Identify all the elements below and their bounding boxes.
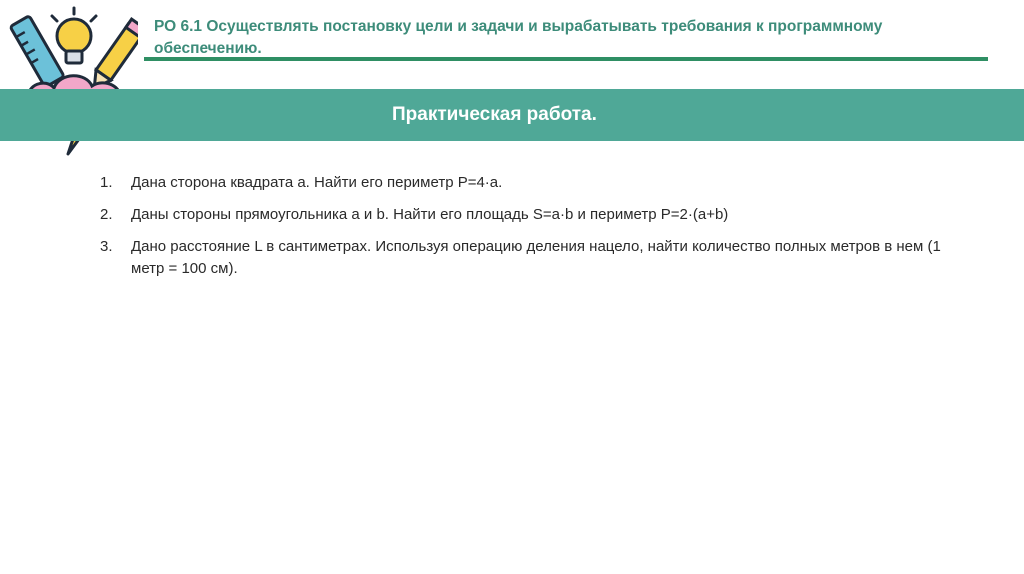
list-item-text: Даны стороны прямоугольника a и b. Найти его площадь S=a·b и периметр P=2·(a+b) bbox=[131, 206, 729, 223]
pencil-icon bbox=[87, 19, 138, 93]
list-item-number: 2. bbox=[100, 206, 113, 223]
list-item-number: 1. bbox=[100, 174, 113, 191]
list-item bbox=[100, 172, 970, 194]
list-item-number: 3. bbox=[100, 238, 113, 255]
list-item-text: Дана сторона квадрата a. Найти его периметр P=4·a. bbox=[131, 174, 503, 191]
lightbulb-icon bbox=[52, 8, 96, 63]
task-list bbox=[100, 172, 970, 290]
header-divider bbox=[144, 57, 988, 61]
list-item-text: Дано расстояние L в сантиметрах. Используя операцию деления нацело, найти количество полных метров в нем (1 метр = 100 см). bbox=[131, 238, 941, 277]
ruler-icon bbox=[10, 16, 64, 88]
list-item bbox=[100, 204, 970, 226]
page-title: РО 6.1 Осуществлять постановку цели и задачи и вырабатывать требования к программному обеспечению. bbox=[154, 18, 883, 57]
list-item bbox=[100, 236, 970, 280]
section-title: Практическая работа. bbox=[392, 104, 597, 125]
